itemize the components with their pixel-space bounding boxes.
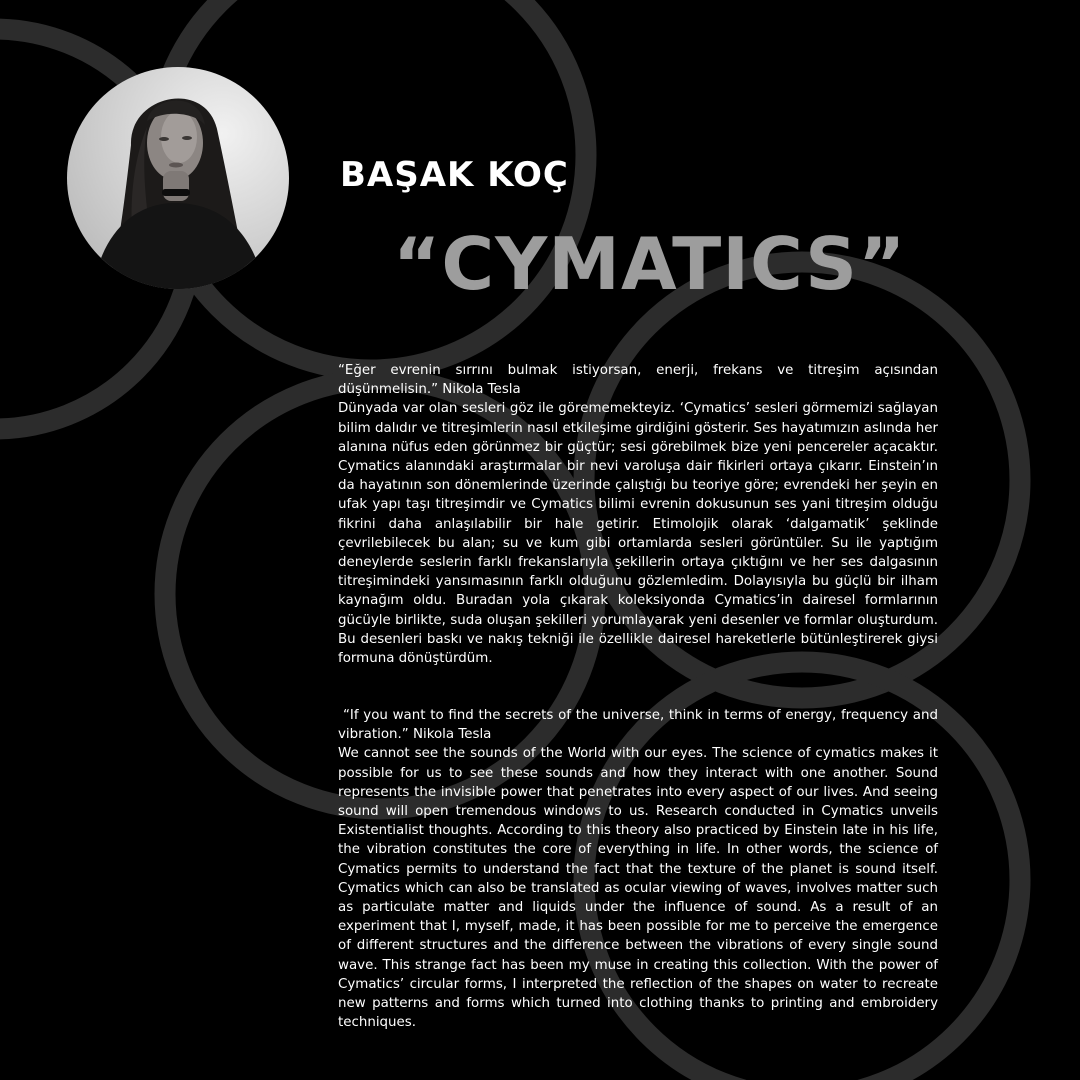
turkish-quote: “Eğer evrenin sırrını bulmak istiyorsan, enerji, frekans ve titreşim açısından düşünmelisin.” Nikola Tesla — [338, 363, 938, 398]
designer-name: BAŞAK KOÇ — [340, 155, 569, 195]
collection-title: “CYMATICS” — [393, 222, 907, 306]
designer-portrait — [67, 67, 289, 289]
english-description — [338, 706, 938, 1032]
english-quote: “If you want to find the secrets of the universe, think in terms of energy, frequency and vibration.” Nikola Tesla — [338, 708, 938, 743]
turkish-description — [338, 361, 938, 668]
turkish-body: Dünyada var olan sesleri göz ile görememekteyiz. ‘Cymatics’ sesleri görmemizi sağlayan bilim dalıdır ve titreşimlerin nasıl etkileşime girdiğini gösterir. Ses hayatımızın aslında her alanına nüfus eden görünmez bir güçtür; sesi görebilmek bize yeni pencereler açacaktır. Cymatics alanındaki araştırmalar bir nevi varoluşa dair fikirleri ortaya çıkarır. Einstein’ın da hayatının son dönemlerinde üzerinde çalıştığı bu teoriye göre; evrendeki her şeyin en ufak yapı taşı titreşimdir ve Cymatics bilimi evrenin dokusunun ses yani titreşim olduğu fikrini daha anlaşılabilir bir hale getirir. Etimolojik olarak ‘dalgamatik’ şeklinde çevrilebilecek bu alan; su ve kum gibi ortamlarda sesleri görüntüler. Su ile yaptığım deneylerde seslerin farklı frekanslarıyla şekillerin ortaya çıktığını ve her ses dalgasının titreşimindeki yansımasının farklı olduğunu gözlemledim. Dolayısıyla bu güçlü bir ilham kaynağım oldu. Buradan yola çıkarak koleksiyonda Cymatics’in dairesel formlarının gücüyle birlikte, suda oluşan şekilleri yorumlayarak yeni desenler ve formlar oluşturdum. Bu desenleri baskı ve nakış tekniği ile özellikle dairesel hareketlerle bütünleştirerek giysi formuna dönüştürdüm. — [338, 401, 938, 667]
english-body: We cannot see the sounds of the World with our eyes. The science of cymatics makes it possible for us to see these sounds and how they interact with one another. Sound represents the invisible power that penetrates into every aspect of our lives. And seeing sound will open tremendous windows to us. Research conducted in Cymatics unveils Existentialist thoughts. According to this theory also practiced by Einstein late in his life, the vibration constitutes the core of everything in life. In other words, the science of Cymatics permits to understand the fact that the texture of the planet is sound itself. Cymatics which can also be translated as ocular viewing of waves, involves matter such as particulate matter and liquids under the influence of sound. As a result of an experiment that I, myself, made, it has been possible for me to perceive the emergence of different structures and the difference between the vibrations of every single sound wave. This strange fact has been my muse in creating this collection. With the power of Cymatics’ circular forms, I interpreted the reflection of the shapes on water to recreate new patterns and forms which turned into clothing thanks to printing and embroidery techniques. — [338, 746, 938, 1031]
